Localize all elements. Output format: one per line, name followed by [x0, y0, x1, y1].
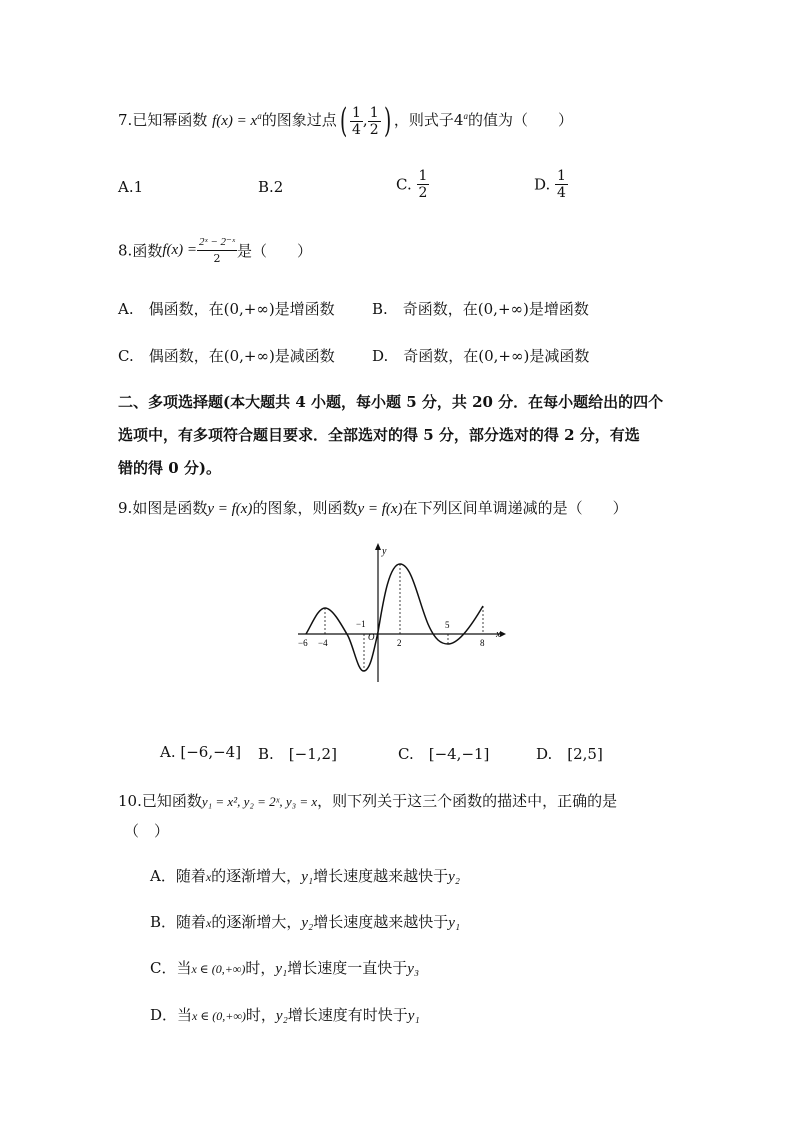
q10-stem: 10.已知函数y₁ = x², y₂ = 2ˣ, y₃ = x，则下列关于这三个函数的描述中，正确的是: [118, 792, 618, 810]
q8-stem: 8.函数f(x) = $\frac{\text{2ˣ − 2⁻ˣ}}{2}$ 是（ ）: [118, 236, 312, 265]
q7-option-d[interactable]: D. $\frac{1}{4}$: [534, 168, 566, 201]
q9-option-c[interactable]: C. [−4,−1]: [398, 745, 490, 763]
q7-stem: 7.已知幂函数 $f(x) = x^a$的图象过点( $\frac{1}{4}$ , $\frac{1}{2}$ ) ，则式子4$^a$的值为（ ）: [118, 101, 573, 141]
q7-number: 7.: [118, 111, 133, 129]
function-curve: [306, 564, 483, 671]
q7-point-x: $\frac{1}{4}$: [352, 104, 361, 138]
q8-option-d[interactable]: D. 奇函数，在(0,+∞)是减函数: [372, 347, 590, 365]
y-axis-arrow: [375, 543, 381, 550]
tick-8: 8: [480, 638, 485, 648]
q10-option-c[interactable]: C．当x ∈ (0,+∞)时，y₁增长速度一直快于y₃: [150, 959, 420, 977]
q9-option-d[interactable]: D. [2,5]: [536, 745, 603, 763]
tick-minus4: −4: [318, 638, 328, 648]
section2-line3: 错的得 0 分)。: [118, 459, 221, 477]
q8-fraction: $\frac{\text{2ˣ − 2⁻ˣ}}{2}$: [199, 236, 235, 265]
origin-label: O: [368, 632, 375, 642]
q10-option-a[interactable]: A．随着x的逐渐增大，y₁增长速度越来越快于y₂: [150, 867, 460, 885]
tick-minus1: −1: [356, 619, 366, 629]
tick-5: 5: [445, 620, 450, 630]
q8-option-b[interactable]: B. 奇函数，在(0,+∞)是增函数: [372, 300, 589, 318]
y-axis-label: y: [382, 546, 387, 557]
q7-option-a[interactable]: A.1: [118, 178, 144, 196]
x-axis-label: x: [496, 629, 501, 640]
q9-function-graph: [290, 540, 510, 690]
section2-line1: 二、多项选择题(本大题共 4 小题，每小题 5 分，共 20 分．在每小题给出的四个: [118, 393, 664, 411]
q7-func: f(x) = x: [212, 113, 258, 129]
tick-2: 2: [397, 638, 402, 648]
x-axis-arrow: [500, 631, 506, 637]
q8-option-c[interactable]: C. 偶函数，在(0,+∞)是减函数: [118, 347, 335, 365]
q9-stem: 9.如图是函数y = f(x)的图象，则函数y = f(x)在下列区间单调递减的是（ ）: [118, 499, 628, 517]
q9-option-b[interactable]: B. [−1,2]: [258, 745, 337, 763]
section2-line2: 选项中，有多项符合题目要求．全部选对的得 5 分，部分选对的得 2 分，有选: [118, 426, 640, 444]
q9-option-a[interactable]: A. [−6,−4]: [160, 743, 242, 761]
tick-minus6: −6: [298, 638, 308, 648]
q7-option-c[interactable]: C. $\frac{1}{2}$: [396, 168, 428, 201]
q10-answer-paren: （ ）: [124, 822, 170, 840]
q8-option-a[interactable]: A. 偶函数，在(0,+∞)是增函数: [118, 300, 335, 318]
q7-point-y: $\frac{1}{2}$: [369, 104, 379, 138]
q7-option-b[interactable]: B.2: [258, 178, 284, 196]
q10-option-d[interactable]: D．当x ∈ (0,+∞)时，y₂增长速度有时快于y₁: [150, 1006, 420, 1024]
q10-option-b[interactable]: B．随着x的逐渐增大，y₂增长速度越来越快于y₁: [150, 913, 461, 931]
